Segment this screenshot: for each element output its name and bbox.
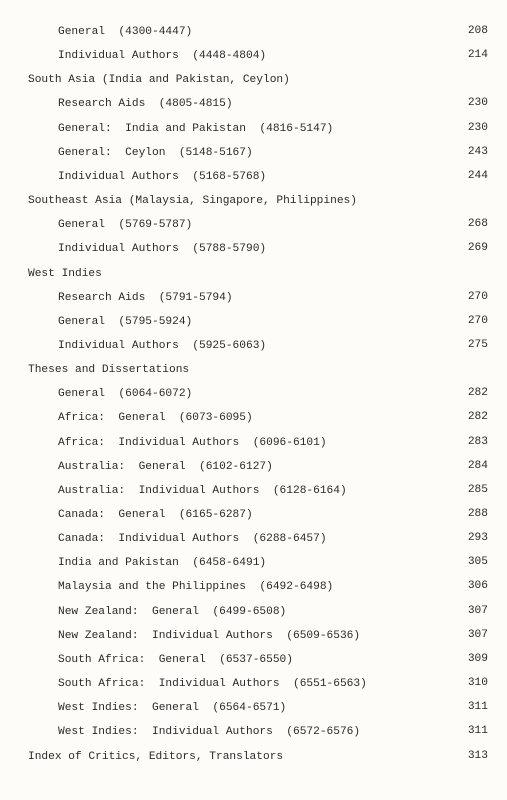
toc-entry: [58, 312, 192, 332]
toc-entry-label: Canada: General (6165-6287): [58, 509, 253, 521]
toc-entry-label: Southeast Asia (Malaysia, Singapore, Philippines): [28, 195, 357, 208]
toc-page-number: 214: [467, 49, 488, 62]
toc-entry-label: Research Aids (5791-5794): [58, 291, 233, 304]
toc-page-number: 244: [467, 169, 488, 182]
toc-page-number: 288: [467, 508, 488, 520]
toc-section-heading: [28, 360, 189, 380]
toc-page-number: 310: [467, 677, 488, 690]
toc-entry: [58, 408, 253, 428]
toc-entry-label: West Indies: General (6564-6571): [58, 702, 287, 715]
toc-entry: [58, 46, 266, 66]
toc-entry-label: New Zealand: Individual Authors (6509-6536): [58, 629, 361, 642]
toc-entry-label: General: India and Pakistan (4816-5147): [58, 122, 334, 135]
toc-entry-label: South Asia (India and Pakistan, Ceylon): [28, 74, 290, 87]
toc-entry-label: New Zealand: General (6499-6508): [58, 605, 287, 618]
toc-page-number: 275: [467, 338, 488, 351]
toc-entry-label: Individual Authors (5788-5790): [58, 243, 267, 256]
toc-entry-label: Index of Critics, Editors, Translators: [28, 750, 284, 763]
toc-page-number: 307: [467, 604, 488, 617]
toc-entry-label: General (5769-5787): [58, 219, 193, 232]
toc-page-number: 311: [467, 701, 488, 714]
toc-entry-label: South Africa: General (6537-6550): [58, 653, 293, 666]
toc-entry: [58, 239, 266, 259]
toc-entry: [58, 433, 327, 453]
toc-entry-label: Individual Authors (5925-6063): [58, 339, 267, 352]
toc-entry: [58, 215, 192, 235]
toc-entry: [58, 602, 286, 622]
toc-entry: [58, 650, 293, 670]
toc-entry: [58, 288, 233, 308]
toc-entry-label: India and Pakistan (6458-6491): [58, 557, 267, 570]
toc-entry-label: South Africa: Individual Authors (6551-6563): [58, 678, 367, 691]
toc-page-number: 311: [467, 725, 488, 738]
toc-entry: [58, 553, 266, 573]
toc-entry: [58, 143, 253, 163]
toc-page-number: 269: [467, 242, 488, 255]
toc-entry-label: Malaysia and the Philippines (6492-6498): [58, 581, 334, 594]
toc-entry-label: General: Ceylon (5148-5167): [58, 146, 253, 159]
toc-entry-label: Theses and Dissertations: [28, 364, 190, 377]
toc-page-number: 285: [467, 483, 488, 496]
toc-entry-label: Canada: Individual Authors (6288-6457): [58, 533, 327, 546]
toc-entry-label: Africa: Individual Authors (6096-6101): [58, 436, 327, 449]
toc-page-number: 309: [467, 652, 488, 665]
toc-entry: [58, 722, 360, 742]
toc-section-heading: [28, 747, 283, 767]
toc-page-number: 243: [467, 145, 488, 158]
toc-entry-label: Africa: General (6073-6095): [58, 412, 253, 425]
toc-entry-label: Australia: Individual Authors (6128-6164): [58, 484, 347, 497]
toc-entry: [58, 119, 333, 139]
toc-section-heading: [28, 191, 357, 211]
toc-page-number: 284: [467, 459, 488, 472]
toc-entry-label: West Indies: [28, 267, 102, 280]
toc-entry: [58, 384, 192, 404]
toc-entry: [58, 529, 327, 549]
toc-section-heading: [28, 264, 102, 284]
toc-page-number: 306: [467, 580, 488, 593]
toc-entry: [58, 22, 192, 42]
toc-page-number: 230: [467, 121, 488, 134]
toc-page-number: 283: [467, 435, 488, 448]
toc-entry: [58, 94, 233, 114]
toc-entry: [58, 457, 273, 477]
toc-entry-label: Research Aids (4805-4815): [58, 98, 233, 111]
toc-page-number: 282: [467, 387, 488, 400]
toc-entry: [58, 505, 253, 525]
toc-entry-label: General (4300-4447): [58, 26, 193, 38]
toc-entry: [58, 626, 360, 646]
toc-entry: [58, 698, 286, 718]
toc-entry: [58, 167, 266, 187]
toc-entry-label: General (5795-5924): [58, 315, 193, 328]
toc-page-number: 313: [467, 749, 488, 762]
toc-page-number: 305: [467, 556, 488, 569]
toc-entry-label: Individual Authors (4448-4804): [58, 50, 267, 63]
toc-page-number: 293: [467, 532, 488, 545]
toc-entry-label: General (6064-6072): [58, 388, 193, 401]
toc-page-number: 270: [467, 290, 488, 303]
toc-entry-label: Individual Authors (5168-5768): [58, 170, 267, 183]
toc-page-number: 270: [467, 314, 488, 327]
toc-page-number: 208: [467, 25, 488, 37]
toc-entry-label: West Indies: Individual Authors (6572-6576): [58, 726, 361, 739]
toc-section-heading: [28, 70, 290, 90]
toc-entry: [58, 674, 367, 694]
toc-page-number: 307: [467, 628, 488, 641]
toc-page-number: 282: [467, 411, 488, 424]
toc-entry: [58, 481, 347, 501]
toc-page-number: 230: [467, 97, 488, 110]
toc-entry: [58, 577, 333, 597]
toc-page-number: 268: [467, 218, 488, 231]
toc-entry-label: Australia: General (6102-6127): [58, 460, 273, 473]
toc-entry: [58, 336, 266, 356]
